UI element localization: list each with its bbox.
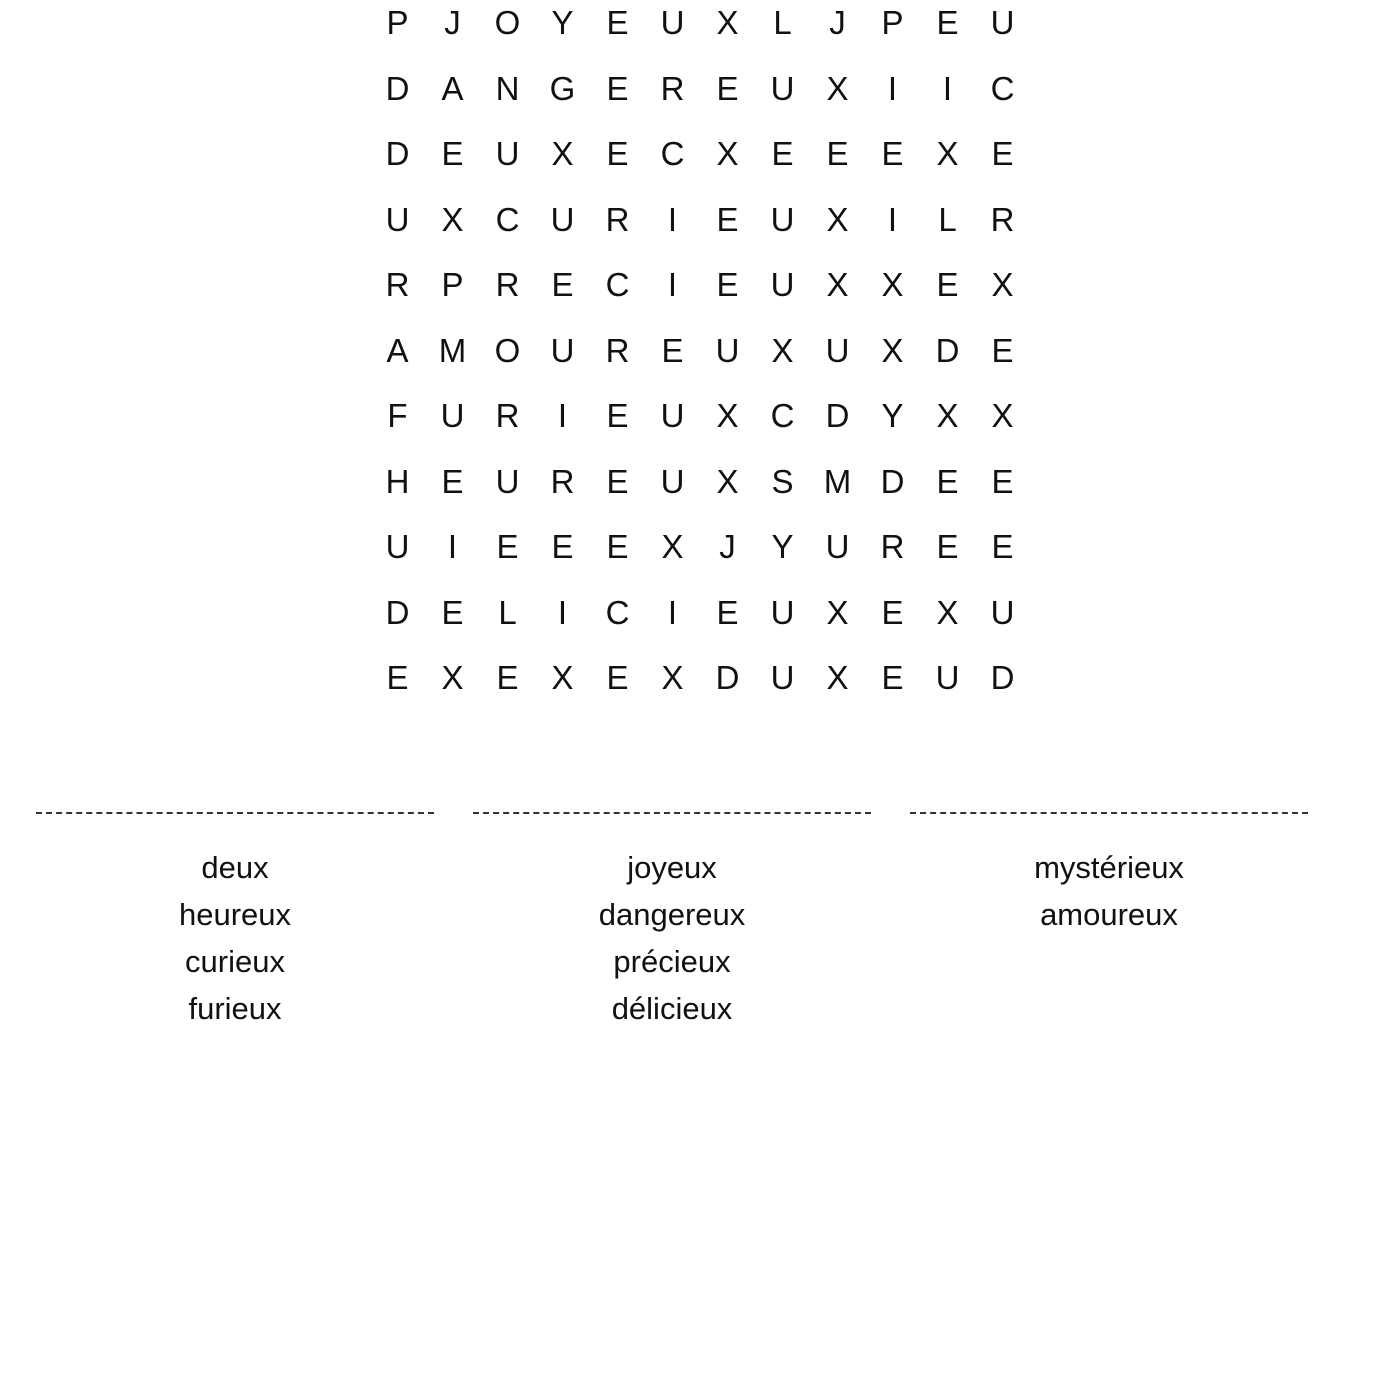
grid-letter[interactable]: E — [606, 528, 629, 566]
grid-letter[interactable]: P — [441, 266, 464, 304]
grid-letter[interactable]: X — [991, 397, 1014, 435]
grid-letter[interactable]: E — [716, 593, 739, 631]
grid-letter[interactable]: R — [605, 200, 630, 238]
grid-letter[interactable]: D — [385, 135, 410, 173]
grid-letter[interactable]: L — [938, 200, 957, 238]
word-list-item: précieux — [613, 944, 731, 979]
grid-letter[interactable]: J — [444, 4, 461, 42]
grid-letter[interactable]: E — [936, 528, 959, 566]
word-list-item: heureux — [178, 897, 292, 932]
grid-letter[interactable]: M — [438, 331, 467, 369]
grid-letter[interactable]: E — [441, 593, 464, 631]
grid-letter[interactable]: E — [826, 135, 849, 173]
grid-letter[interactable]: E — [716, 69, 739, 107]
grid-letter[interactable]: R — [495, 397, 520, 435]
grid-letter[interactable]: D — [935, 331, 960, 369]
word-column-1 — [36, 812, 434, 1032]
grid-letter[interactable]: U — [550, 200, 575, 238]
word-list — [36, 812, 1308, 1032]
grid-letter[interactable]: E — [716, 200, 739, 238]
grid-letter[interactable]: E — [881, 593, 904, 631]
grid-letter[interactable]: U — [770, 593, 795, 631]
grid-letter[interactable]: U — [935, 659, 960, 697]
grid-letter[interactable]: X — [661, 528, 684, 566]
grid-letter[interactable]: E — [936, 4, 959, 42]
grid-letter[interactable]: E — [991, 462, 1014, 500]
grid-letter[interactable]: X — [716, 462, 739, 500]
grid-letter[interactable]: X — [826, 69, 849, 107]
grid-letter[interactable]: X — [991, 266, 1014, 304]
grid-letter[interactable]: X — [551, 659, 574, 697]
grid-letter[interactable]: E — [936, 266, 959, 304]
dashed-divider — [36, 812, 434, 814]
grid-letter[interactable]: U — [440, 397, 465, 435]
grid-letter[interactable]: X — [551, 135, 574, 173]
grid-letter[interactable]: A — [441, 69, 464, 107]
grid-letter[interactable]: X — [936, 135, 959, 173]
grid-letter[interactable]: U — [550, 331, 575, 369]
grid-letter[interactable]: C — [660, 135, 685, 173]
grid-letter[interactable]: S — [771, 462, 794, 500]
grid-letter[interactable]: E — [936, 462, 959, 500]
grid-letter[interactable]: E — [606, 659, 629, 697]
grid-letter[interactable]: U — [770, 200, 795, 238]
grid-letter[interactable]: X — [826, 659, 849, 697]
grid-letter[interactable]: R — [880, 528, 905, 566]
grid-letter[interactable]: E — [496, 528, 519, 566]
grid-letter[interactable]: X — [936, 397, 959, 435]
grid-letter[interactable]: R — [495, 266, 520, 304]
grid-letter[interactable]: U — [770, 659, 795, 697]
word-column-2 — [473, 812, 871, 1032]
grid-letter[interactable]: O — [494, 331, 521, 369]
grid-letter[interactable]: U — [825, 331, 850, 369]
grid-letter[interactable]: D — [715, 659, 740, 697]
grid-letter[interactable]: H — [385, 462, 410, 500]
grid-letter[interactable]: X — [826, 266, 849, 304]
grid-letter[interactable]: Y — [771, 528, 794, 566]
grid-letter[interactable]: C — [770, 397, 795, 435]
grid-letter[interactable]: X — [881, 266, 904, 304]
grid-letter[interactable]: U — [660, 4, 685, 42]
grid-letter[interactable]: X — [771, 331, 794, 369]
word-list-item: amoureux — [1040, 897, 1178, 932]
word-list-item: furieux — [188, 991, 282, 1026]
grid-letter[interactable]: U — [825, 528, 850, 566]
grid-letter[interactable]: E — [991, 331, 1014, 369]
grid-letter[interactable]: P — [386, 4, 409, 42]
grid-letter[interactable]: Y — [881, 397, 904, 435]
grid-letter[interactable]: I — [447, 528, 458, 566]
grid-letter[interactable]: O — [494, 4, 521, 42]
grid-letter[interactable]: M — [823, 462, 852, 500]
grid-letter[interactable]: E — [606, 397, 629, 435]
grid-letter[interactable]: U — [770, 266, 795, 304]
grid-letter[interactable]: R — [990, 200, 1015, 238]
grid-letter[interactable]: G — [549, 69, 576, 107]
word-column-3 — [910, 812, 1308, 1032]
grid-letter[interactable]: I — [667, 593, 678, 631]
word-list-item: mystérieux — [1034, 850, 1184, 885]
grid-letter[interactable]: I — [557, 593, 568, 631]
grid-letter[interactable]: J — [829, 4, 846, 42]
grid-letter[interactable]: I — [887, 200, 898, 238]
grid-letter[interactable]: X — [441, 200, 464, 238]
grid-letter[interactable]: C — [605, 593, 630, 631]
grid-letter[interactable]: U — [990, 4, 1015, 42]
grid-letter[interactable]: Y — [551, 4, 574, 42]
word-list-item: joyeux — [627, 850, 717, 885]
grid-letter[interactable]: E — [551, 266, 574, 304]
grid-letter[interactable]: U — [495, 135, 520, 173]
grid-letter[interactable]: E — [496, 659, 519, 697]
grid-letter[interactable]: E — [991, 135, 1014, 173]
grid-letter[interactable]: E — [441, 135, 464, 173]
grid-letter[interactable]: X — [826, 200, 849, 238]
grid-letter[interactable]: X — [661, 659, 684, 697]
grid-letter[interactable]: P — [881, 4, 904, 42]
grid-letter[interactable]: J — [719, 528, 736, 566]
word-list-item: délicieux — [611, 991, 733, 1026]
grid-letter[interactable]: X — [441, 659, 464, 697]
grid-letter[interactable]: X — [826, 593, 849, 631]
grid-letter[interactable]: C — [990, 69, 1015, 107]
grid-letter[interactable]: E — [606, 462, 629, 500]
grid-letter[interactable]: U — [715, 331, 740, 369]
word-list-item: dangereux — [598, 897, 746, 932]
grid-letter[interactable]: X — [716, 4, 739, 42]
grid-letter[interactable]: X — [936, 593, 959, 631]
grid-letter[interactable]: I — [942, 69, 953, 107]
grid-letter[interactable]: R — [660, 69, 685, 107]
grid-letter[interactable]: R — [385, 266, 410, 304]
grid-letter[interactable]: I — [667, 200, 678, 238]
grid-letter[interactable]: R — [605, 331, 630, 369]
dashed-divider — [910, 812, 1308, 814]
grid-letter[interactable]: N — [495, 69, 520, 107]
grid-letter[interactable]: I — [557, 397, 568, 435]
word-list-item: deux — [201, 850, 269, 885]
grid-letter[interactable]: X — [881, 331, 904, 369]
word-list-item: curieux — [185, 944, 285, 979]
grid-letter[interactable]: E — [606, 4, 629, 42]
grid-letter[interactable]: E — [881, 659, 904, 697]
grid-letter[interactable]: L — [498, 593, 517, 631]
grid-letter[interactable]: U — [660, 462, 685, 500]
grid-letter[interactable]: C — [495, 200, 520, 238]
grid-letter[interactable]: E — [441, 462, 464, 500]
grid-letter[interactable]: I — [887, 69, 898, 107]
grid-letter[interactable]: U — [495, 462, 520, 500]
grid-letter[interactable]: E — [606, 135, 629, 173]
grid-letter[interactable]: E — [881, 135, 904, 173]
grid-letter[interactable]: D — [385, 593, 410, 631]
grid-letter[interactable]: E — [716, 266, 739, 304]
grid-letter[interactable]: E — [661, 331, 684, 369]
grid-letter[interactable]: C — [605, 266, 630, 304]
grid-letter[interactable]: R — [550, 462, 575, 500]
grid-letter[interactable]: U — [770, 69, 795, 107]
grid-letter[interactable]: A — [386, 331, 409, 369]
grid-letter[interactable]: D — [385, 69, 410, 107]
grid-letter[interactable]: U — [990, 593, 1015, 631]
grid-letter[interactable]: U — [660, 397, 685, 435]
grid-letter[interactable]: D — [990, 659, 1015, 697]
grid-letter[interactable]: X — [716, 397, 739, 435]
grid-letter[interactable]: E — [386, 659, 409, 697]
grid-letter[interactable]: E — [606, 69, 629, 107]
grid-letter[interactable]: D — [825, 397, 850, 435]
grid-letter[interactable]: E — [771, 135, 794, 173]
grid-letter[interactable]: E — [991, 528, 1014, 566]
grid-letter[interactable]: L — [773, 4, 792, 42]
grid-letter[interactable]: E — [551, 528, 574, 566]
dashed-divider — [473, 812, 871, 814]
grid-letter[interactable]: X — [716, 135, 739, 173]
grid-letter[interactable]: I — [667, 266, 678, 304]
grid-letter[interactable]: U — [385, 528, 410, 566]
word-search-grid — [370, 0, 1030, 711]
grid-letter[interactable]: F — [387, 397, 408, 435]
grid-letter[interactable]: U — [385, 200, 410, 238]
grid-letter[interactable]: D — [880, 462, 905, 500]
